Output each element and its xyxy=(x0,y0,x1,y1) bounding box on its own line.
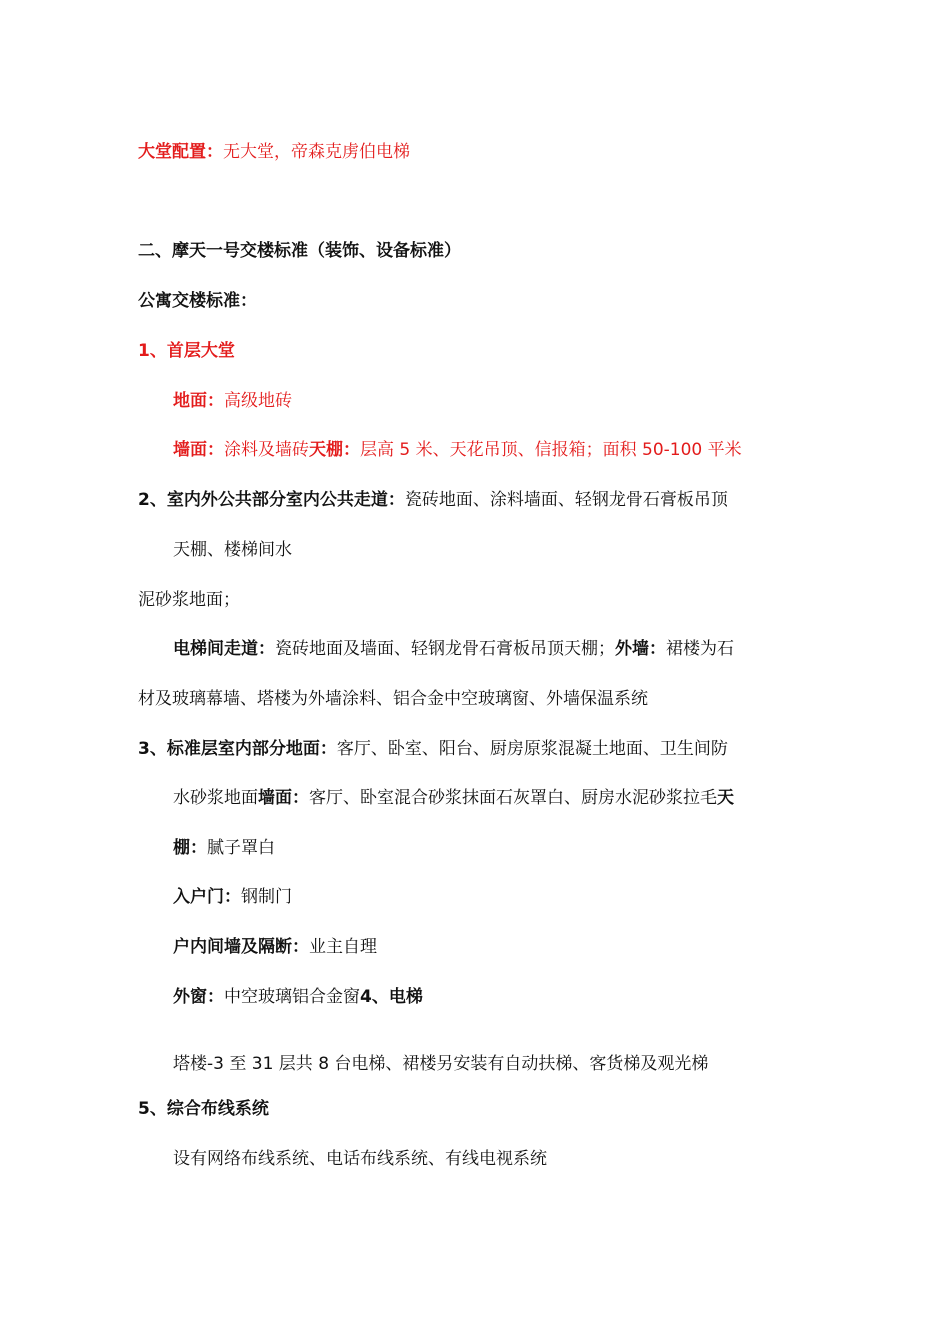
item3-floor-value1: 客厅、卧室、阳台、厨房原浆混凝土地面、卫生间防 xyxy=(336,739,728,759)
item3-window-label: 外窗： xyxy=(173,987,224,1007)
item3-door-label: 入户门： xyxy=(173,887,241,907)
item2-elevator-value: 瓷砖地面及墙面、轻钢龙骨石膏板吊顶天棚； xyxy=(275,639,615,659)
item2-exterior-line2: 材及玻璃幕墙、塔楼为外墙涂料、铝合金中空玻璃窗、外墙保温系统 xyxy=(138,689,648,709)
item2-line3: 泥砂浆地面； xyxy=(138,590,240,610)
item3-line3 xyxy=(173,836,275,860)
item3-ceiling-value: 腻子罩白 xyxy=(207,838,275,858)
item3-window-value: 中空玻璃铝合金窗 xyxy=(224,987,360,1007)
item5-title: 5、综合布线系统 xyxy=(138,1099,269,1119)
item3-door-line xyxy=(173,885,292,909)
item1-wall-value: 涂料及墙砖 xyxy=(224,440,309,460)
section-title: 二、摩天一号交楼标准（装饰、设备标准） xyxy=(138,241,461,261)
item3-wall-value: 客厅、卧室混合砂浆抹面石灰罩白、厨房水泥砂浆拉毛 xyxy=(309,788,717,808)
item3-door-value: 钢制门 xyxy=(241,887,292,907)
item1-floor xyxy=(173,389,292,413)
item2-line1 xyxy=(138,488,728,512)
item2-elevator-line xyxy=(173,637,734,661)
item3-wall-label: 墙面： xyxy=(258,788,309,808)
item1-floor-value: 高级地砖 xyxy=(224,391,292,411)
lobby-line xyxy=(138,140,410,164)
item3-floor-value2: 水砂浆地面 xyxy=(173,788,258,808)
section-subtitle: 公寓交楼标准： xyxy=(138,291,257,311)
item1-floor-label: 地面： xyxy=(173,391,224,411)
item1-ceiling-label: 天棚： xyxy=(309,440,360,460)
item2-title: 2、室内外公共部分室内公共走道： xyxy=(138,490,405,510)
item3-partition-line xyxy=(173,935,377,959)
item4-text: 塔楼-3 至 31 层共 8 台电梯、裙楼另安装有自动扶梯、客货梯及观光梯 xyxy=(173,1054,709,1074)
item3-ceiling-label1: 天 xyxy=(717,788,734,808)
item3-partition-label: 户内间墙及隔断： xyxy=(173,937,309,957)
item4-title: 4、电梯 xyxy=(360,987,423,1007)
item3-title: 3、标准层室内部分地面： xyxy=(138,739,337,759)
item3-line2 xyxy=(173,786,734,810)
item2-exterior-label: 外墙： xyxy=(615,639,666,659)
item2-elevator-label: 电梯间走道： xyxy=(173,639,275,659)
item3-partition-value: 业主自理 xyxy=(309,937,377,957)
item2-line2: 天棚、楼梯间水 xyxy=(173,540,292,560)
lobby-value: 无大堂，帝森克虏伯电梯 xyxy=(223,142,410,162)
item2-line1-rest: 瓷砖地面、涂料墙面、轻钢龙骨石膏板吊顶 xyxy=(404,490,728,510)
item1-wall-ceiling xyxy=(173,438,742,462)
item1-wall-label: 墙面： xyxy=(173,440,224,460)
item3-line1 xyxy=(138,737,728,761)
lobby-label: 大堂配置： xyxy=(138,142,223,162)
item1-title: 1、首层大堂 xyxy=(138,341,235,361)
item3-window-line xyxy=(173,985,423,1009)
item1-ceiling-value: 层高 5 米、天花吊顶、信报箱；面积 50-100 平米 xyxy=(360,440,742,460)
item2-exterior-value1: 裙楼为石 xyxy=(666,639,734,659)
item5-text: 设有网络布线系统、电话布线系统、有线电视系统 xyxy=(173,1149,547,1169)
item3-ceiling-label2: 棚： xyxy=(173,838,207,858)
